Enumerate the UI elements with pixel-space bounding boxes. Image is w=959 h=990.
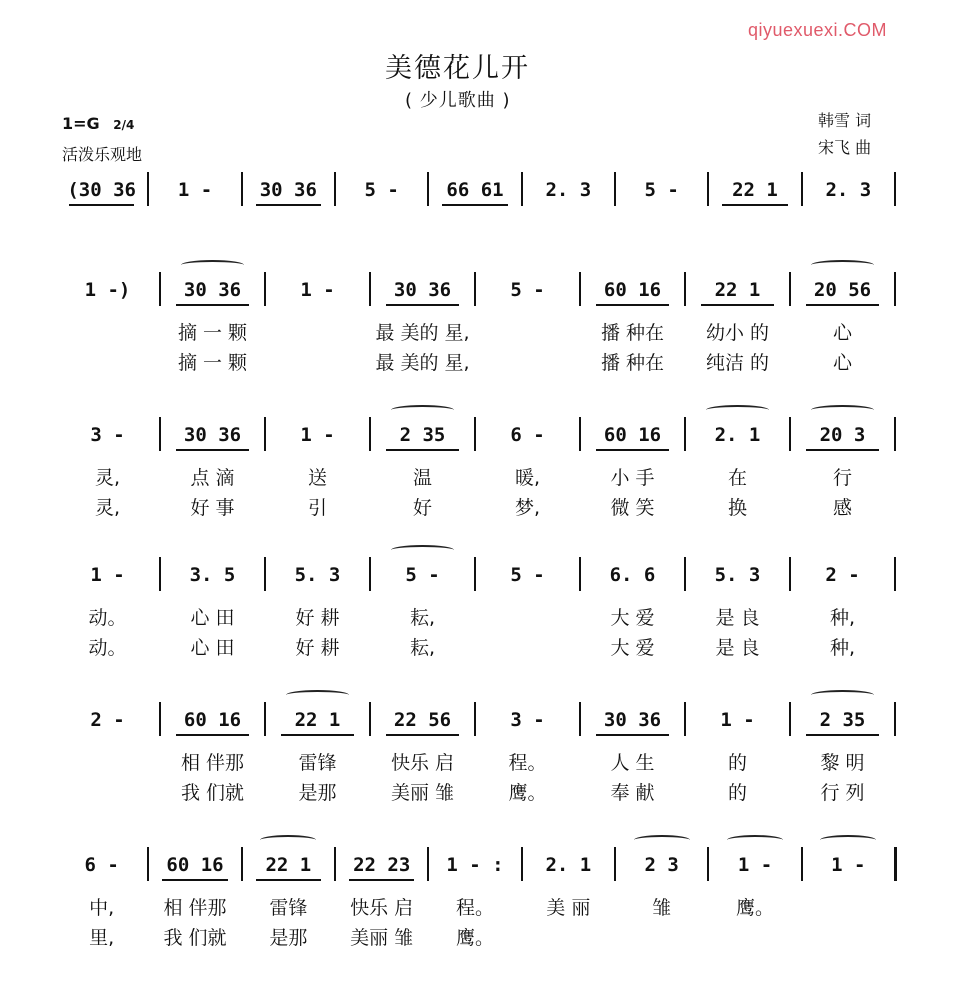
measure: 5 - [644, 179, 679, 201]
staff-row [55, 845, 895, 885]
lyric-text: 点 滴 [190, 467, 235, 489]
lyric-text: 鹰。 [735, 897, 774, 919]
lyric-text: 快乐 启 [350, 897, 414, 919]
lyric-text: 最 美的 星, [375, 322, 470, 344]
lyric-text: 梦, [514, 497, 541, 519]
lyric-row [55, 603, 895, 629]
lyric-row [55, 778, 895, 804]
lyric-text: 行 列 [820, 782, 865, 804]
beam-underline [596, 304, 670, 306]
lyric-text: 好 事 [190, 497, 235, 519]
slur-mark [811, 260, 874, 270]
lyric-text: 大 爱 [610, 607, 655, 629]
bar-line [894, 172, 896, 206]
bar-line [894, 847, 897, 881]
lyric-text: 是那 [269, 927, 308, 949]
lyric-text: 雷锋 [298, 752, 337, 774]
lyric-text: 美 丽 [546, 897, 591, 919]
composer-credit: 宋飞 曲 [818, 138, 872, 157]
beam-underline [701, 304, 775, 306]
measure: 1 -) [84, 279, 131, 301]
lyric-text: 好 耕 [295, 637, 340, 659]
beam-underline [176, 734, 250, 736]
slur-mark [706, 405, 769, 415]
lyric-text: 心 田 [190, 637, 235, 659]
beam-underline [386, 304, 460, 306]
lyric-text: 好 [412, 497, 432, 519]
measure: 3. 5 [189, 564, 236, 586]
lyric-text: 美丽 雏 [350, 927, 414, 949]
slur-mark [727, 835, 783, 845]
lyric-text: 的 [727, 752, 747, 774]
beam-underline [386, 734, 460, 736]
measure: 5. 3 [294, 564, 341, 586]
measure: 2. 3 [825, 179, 872, 201]
measure: 3 - [510, 709, 545, 731]
lyric-text: 心 [832, 322, 852, 344]
beam-underline [722, 204, 787, 206]
lyric-text: 播 种在 [600, 322, 665, 344]
lyric-text: 种, [829, 637, 856, 659]
measure: 1 - [300, 279, 335, 301]
measure: 30 36 [603, 709, 662, 731]
lyric-row [55, 318, 895, 344]
bar-line [894, 557, 896, 591]
slur-mark [634, 835, 690, 845]
lyric-text: 是 良 [715, 607, 760, 629]
staff-row [55, 555, 895, 595]
key-text: 1=G [62, 114, 100, 133]
beam-underline [69, 204, 134, 206]
slur-mark [391, 405, 454, 415]
measure: 2 - [825, 564, 860, 586]
measure: 2. 1 [714, 424, 761, 446]
measure: 22 1 [714, 279, 761, 301]
measure: 1 - [720, 709, 755, 731]
lyric-text: 引 [307, 497, 327, 519]
watermark [748, 20, 887, 41]
measure: 2. 1 [545, 854, 592, 876]
measure: 1 - [177, 179, 213, 201]
measure: 22 1 [294, 709, 341, 731]
lyric-text: 鹰。 [455, 927, 494, 949]
beam-underline [386, 449, 460, 451]
measure: 6 - [84, 854, 119, 876]
lyric-text: 奉 献 [610, 782, 655, 804]
beam-underline [806, 734, 880, 736]
measure: 22 1 [732, 179, 778, 201]
watermark-text: qiyuexuexi.COM [748, 20, 888, 40]
beam-underline [806, 449, 880, 451]
lyric-text: 雏 [652, 897, 672, 919]
lyric-text: 在 [727, 467, 747, 489]
measure: 3 - [90, 424, 125, 446]
lyric-text: 小 手 [610, 467, 655, 489]
measure: 22 56 [393, 709, 452, 731]
lyric-text: 人 生 [610, 752, 655, 774]
lyric-text: 我 们就 [163, 927, 227, 949]
lyric-text: 灵, [94, 467, 121, 489]
beam-underline [806, 304, 880, 306]
measure: 6 - [510, 424, 545, 446]
beam-underline [281, 734, 355, 736]
slur-mark [811, 690, 874, 700]
bar-line [894, 417, 896, 451]
measure: 1 - [300, 424, 335, 446]
lyric-text: 中, [89, 897, 115, 919]
lyric-row [55, 923, 895, 949]
lyric-row [55, 633, 895, 659]
lyric-text: 心 [832, 352, 852, 374]
lyric-text: 灵, [94, 497, 121, 519]
measure: 6. 6 [609, 564, 656, 586]
lyric-text: 动。 [88, 637, 127, 659]
lyric-text: 温 [412, 467, 432, 489]
measure: 22 1 [265, 854, 312, 876]
slur-mark [260, 835, 316, 845]
lyric-text: 暖, [514, 467, 541, 489]
beam-underline [256, 879, 321, 881]
lyric-text: 换 [727, 497, 747, 519]
measure: 1 - : [446, 854, 504, 876]
lyric-text: 是 良 [715, 637, 760, 659]
measure: 2 3 [644, 854, 679, 876]
lyric-text: 是那 [298, 782, 337, 804]
time-signature: 2/4 [113, 118, 135, 132]
lyric-text: 里, [89, 927, 115, 949]
beam-underline [256, 204, 321, 206]
key-signature [62, 114, 134, 133]
lyric-text: 美丽 雏 [390, 782, 455, 804]
lyric-text: 相 伴那 [163, 897, 227, 919]
slur-mark [391, 545, 454, 555]
measure: 60 16 [603, 424, 662, 446]
measure: (30 36 [67, 179, 136, 201]
beam-underline [349, 879, 414, 881]
measure: 66 61 [446, 179, 504, 201]
lyric-text: 最 美的 星, [375, 352, 470, 374]
measure: 60 16 [603, 279, 662, 301]
measure: 2. 3 [545, 179, 592, 201]
measure: 60 16 [183, 709, 242, 731]
lyric-text: 摘 一 颗 [177, 322, 248, 344]
lyric-text: 雷锋 [269, 897, 308, 919]
lyric-row [55, 348, 895, 374]
staff-row [55, 270, 895, 310]
measure: 5 - [510, 279, 545, 301]
lyric-text: 程。 [455, 897, 494, 919]
measure: 30 36 [183, 424, 242, 446]
beam-underline [162, 879, 227, 881]
measure: 30 36 [183, 279, 242, 301]
lyric-text: 幼小 的 [705, 322, 770, 344]
song-title: 美德花儿开 [385, 53, 530, 84]
slur-mark [820, 835, 876, 845]
measure: 30 36 [259, 179, 317, 201]
measure: 20 3 [819, 424, 866, 446]
measure: 5. 3 [714, 564, 761, 586]
measure: 2 35 [399, 424, 446, 446]
lyric-text: 播 种在 [600, 352, 665, 374]
lyric-row [55, 493, 895, 519]
lyric-text: 我 们就 [180, 782, 245, 804]
lyricist-credit: 韩雪 词 [818, 111, 872, 130]
lyric-row [55, 748, 895, 774]
measure: 5 - [510, 564, 545, 586]
tempo-marking: 活泼乐观地 [62, 145, 143, 164]
measure: 1 - [737, 854, 773, 876]
measure: 2 - [90, 709, 125, 731]
measure: 5 - [364, 179, 399, 201]
beam-underline [176, 304, 250, 306]
lyric-text: 感 [832, 497, 852, 519]
lyric-text: 动。 [88, 607, 127, 629]
measure: 20 56 [813, 279, 872, 301]
measure: 1 - [831, 854, 866, 876]
slur-mark [811, 405, 874, 415]
lyric-row [55, 893, 895, 919]
lyric-row [55, 463, 895, 489]
staff-row [55, 700, 895, 740]
lyric-text: 行 [832, 467, 852, 489]
measure: 2 35 [819, 709, 866, 731]
measure: 60 16 [166, 854, 224, 876]
lyric-text: 大 爱 [610, 637, 655, 659]
lyric-text: 程。 [508, 752, 547, 774]
lyric-text: 送 [307, 467, 327, 489]
measure: 22 23 [353, 854, 411, 876]
lyric-text: 鹰。 [508, 782, 547, 804]
beam-underline [596, 734, 670, 736]
staff-row [55, 415, 895, 455]
lyric-text: 耘, [409, 637, 436, 659]
measure: 5 - [405, 564, 440, 586]
lyric-text: 相 伴那 [180, 752, 245, 774]
beam-underline [176, 449, 250, 451]
lyric-text: 微 笑 [610, 497, 655, 519]
bar-line [894, 702, 896, 736]
measure: 30 36 [393, 279, 452, 301]
lyric-text: 快乐 启 [390, 752, 455, 774]
beam-underline [596, 449, 670, 451]
lyric-text: 纯洁 的 [705, 352, 770, 374]
staff-row [55, 170, 895, 210]
lyric-text: 的 [727, 782, 747, 804]
slur-mark [181, 260, 244, 270]
lyric-text: 心 田 [190, 607, 235, 629]
bar-line [894, 272, 896, 306]
lyric-text: 好 耕 [295, 607, 340, 629]
measure: 1 - [90, 564, 125, 586]
lyric-text: 种, [829, 607, 856, 629]
lyric-text: 耘, [409, 607, 436, 629]
song-subtitle: ( 少儿歌曲 ) [405, 90, 511, 111]
beam-underline [442, 204, 507, 206]
lyric-text: 黎 明 [820, 752, 865, 774]
lyric-text: 摘 一 颗 [177, 352, 248, 374]
slur-mark [286, 690, 349, 700]
